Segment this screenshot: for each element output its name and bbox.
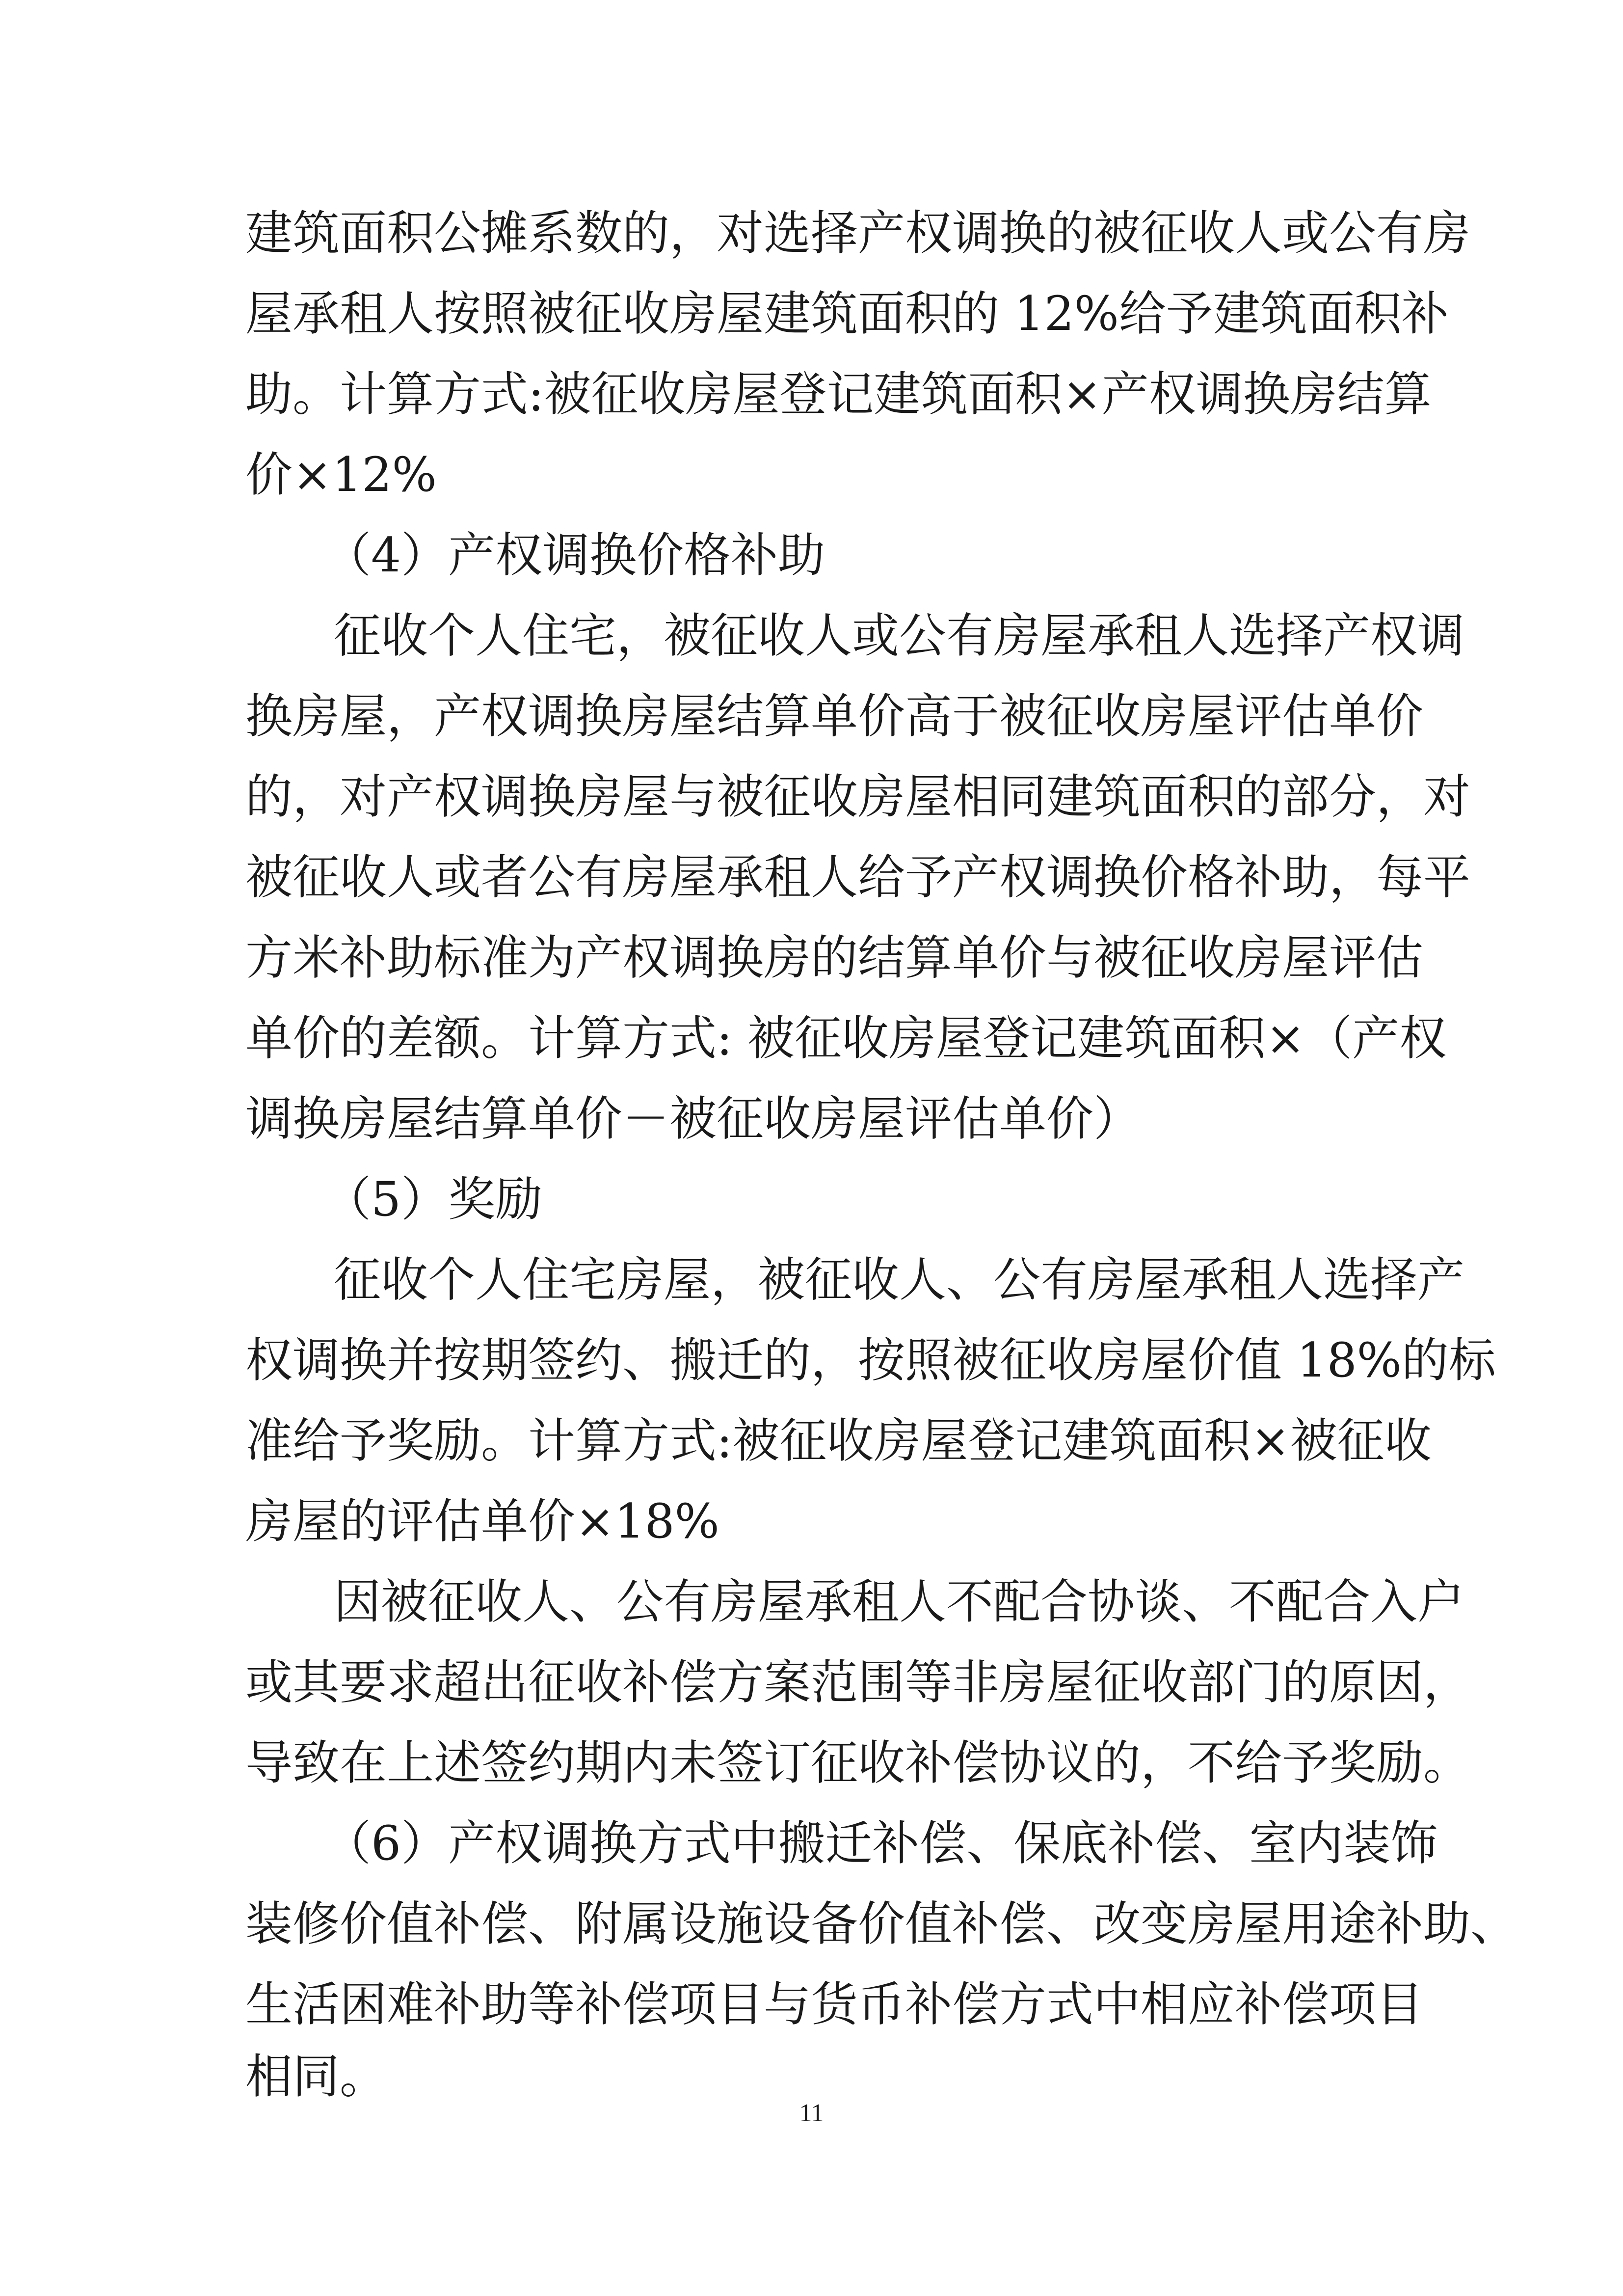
section-heading-text: （5）奖励 [324,1172,543,1227]
line-text: 助。计算方式:被征收房屋登记建筑面积×产权调换房结算 [245,367,1432,422]
text-line [0,274,1623,353]
text-line [0,999,1623,1078]
text-line [0,1643,1623,1722]
text-line [0,1804,1623,1883]
line-text: 屋承租人按照被征收房屋建筑面积的 12%给予建筑面积补 [245,286,1449,341]
text-line [0,1321,1623,1400]
line-text: 房屋的评估单价×18% [245,1494,719,1549]
line-text: 准给予奖励。计算方式:被征收房屋登记建筑面积×被征收 [245,1413,1432,1468]
line-text: 生活困难补助等补偿项目与货币补偿方式中相应补偿项目 [245,1977,1423,2032]
section-heading [0,516,1623,594]
line-text: 导致在上述签约期内未签订征收补偿协议的，不给予奖励。 [245,1735,1470,1790]
line-text: 征收个人住宅房屋，被征收人、公有房屋承租人选择产 [334,1252,1464,1307]
line-text: 价×12% [245,447,437,502]
text-line [0,355,1623,433]
text-line [0,838,1623,917]
text-line [0,1080,1623,1158]
text-line [0,194,1623,272]
line-text: 装修价值补偿、附属设施设备价值补偿、改变房屋用途补助、 [245,1896,1517,1951]
line-text: 被征收人或者公有房屋承租人给予产权调换价格补助，每平 [245,850,1470,905]
line-text: 单价的差额。计算方式: 被征收房屋登记建筑面积×（产权 [245,1011,1447,1066]
text-line [0,435,1623,514]
text-line [0,918,1623,997]
page-number: 11 [799,2099,824,2127]
line-text: 建筑面积公摊系数的，对选择产权调换的被征收人或公有房 [245,206,1470,261]
text-line [0,1724,1623,1802]
section-heading-text: （4）产权调换价格补助 [324,528,825,583]
line-text: 或其要求超出征收补偿方案范围等非房屋征收部门的原因， [245,1655,1470,1710]
section-heading [0,1160,1623,1239]
line-text: 换房屋，产权调换房屋结算单价高于被征收房屋评估单价 [245,689,1423,744]
text-line [0,1965,1623,2044]
line-text: 因被征收人、公有房屋承租人不配合协谈、不配合入户 [334,1574,1464,1629]
text-line [0,1402,1623,1480]
text-line [0,1241,1623,1319]
line-text: 方米补助标准为产权调换房的结算单价与被征收房屋评估 [245,930,1423,985]
text-line [0,677,1623,756]
text-line [0,596,1623,675]
line-text: 征收个人住宅，被征收人或公有房屋承租人选择产权调 [334,608,1464,663]
line-text: 调换房屋结算单价－被征收房屋评估单价） [245,1091,1141,1146]
text-line [0,757,1623,836]
line-text: （6）产权调换方式中搬迁补偿、保底补偿、室内装饰 [324,1816,1438,1871]
text-line [0,1563,1623,1641]
line-text: 的，对产权调换房屋与被征收房屋相同建筑面积的部分，对 [245,769,1470,824]
text-line [0,1885,1623,1963]
line-text: 相同。 [245,2049,387,2104]
line-text: 权调换并按期签约、搬迁的，按照被征收房屋价值 18%的标 [245,1333,1496,1388]
text-line [0,1482,1623,1561]
